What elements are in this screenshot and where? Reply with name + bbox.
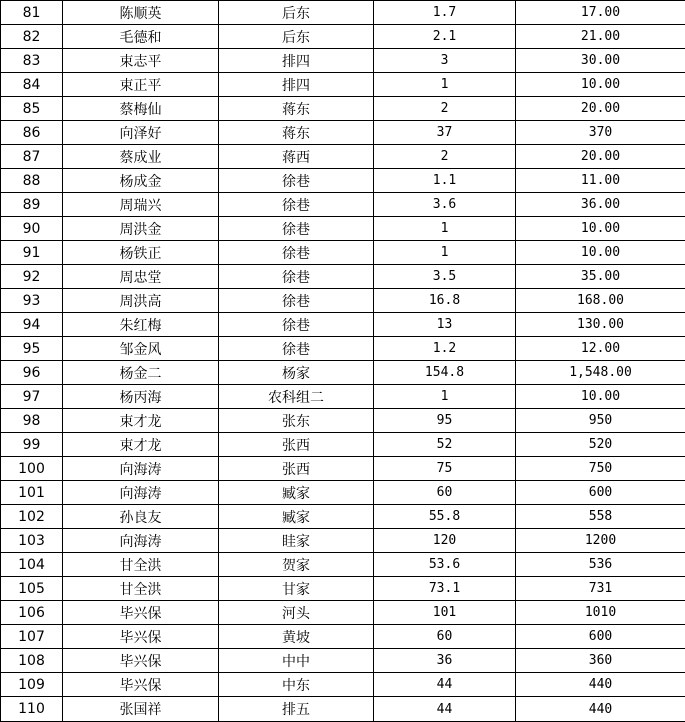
- name-cell: 周洪高: [63, 289, 219, 313]
- row-index-cell: 99: [1, 433, 63, 457]
- amount-cell: 21.00: [516, 25, 685, 49]
- amount-cell: 20.00: [516, 97, 685, 121]
- quantity-cell: 1: [374, 241, 516, 265]
- name-cell: 蔡成业: [63, 145, 219, 169]
- quantity-cell: 60: [374, 625, 516, 649]
- amount-cell: 1200: [516, 529, 685, 553]
- location-cell: 河头: [219, 601, 374, 625]
- amount-cell: 600: [516, 625, 685, 649]
- table-row: [1, 697, 685, 722]
- row-index-cell: 104: [1, 553, 63, 577]
- amount-cell: 536: [516, 553, 685, 577]
- table-row: [1, 457, 685, 481]
- amount-cell: 520: [516, 433, 685, 457]
- name-cell: 杨铁正: [63, 241, 219, 265]
- quantity-cell: 13: [374, 313, 516, 337]
- amount-cell: 440: [516, 673, 685, 697]
- name-cell: 毛德和: [63, 25, 219, 49]
- row-index-cell: 106: [1, 601, 63, 625]
- amount-cell: 750: [516, 457, 685, 481]
- location-cell: 徐巷: [219, 241, 374, 265]
- name-cell: 朱红梅: [63, 313, 219, 337]
- name-cell: 束才龙: [63, 433, 219, 457]
- quantity-cell: 44: [374, 673, 516, 697]
- name-cell: 向海涛: [63, 529, 219, 553]
- table-row: [1, 49, 685, 73]
- amount-cell: 30.00: [516, 49, 685, 73]
- quantity-cell: 52: [374, 433, 516, 457]
- row-index-cell: 102: [1, 505, 63, 529]
- amount-cell: 11.00: [516, 169, 685, 193]
- amount-cell: 558: [516, 505, 685, 529]
- row-index-cell: 83: [1, 49, 63, 73]
- name-cell: 陈顺英: [63, 1, 219, 25]
- amount-cell: 36.00: [516, 193, 685, 217]
- name-cell: 杨丙海: [63, 385, 219, 409]
- table-body: [1, 1, 685, 722]
- row-index-cell: 81: [1, 1, 63, 25]
- table-row: [1, 289, 685, 313]
- table-row: [1, 337, 685, 361]
- quantity-cell: 1.7: [374, 1, 516, 25]
- location-cell: 蒋东: [219, 121, 374, 145]
- amount-cell: 35.00: [516, 265, 685, 289]
- quantity-cell: 3.6: [374, 193, 516, 217]
- row-index-cell: 82: [1, 25, 63, 49]
- name-cell: 毕兴保: [63, 625, 219, 649]
- row-index-cell: 110: [1, 697, 63, 722]
- amount-cell: 731: [516, 577, 685, 601]
- row-index-cell: 108: [1, 649, 63, 673]
- row-index-cell: 95: [1, 337, 63, 361]
- name-cell: 甘全洪: [63, 553, 219, 577]
- location-cell: 臧家: [219, 505, 374, 529]
- name-cell: 张国祥: [63, 697, 219, 722]
- amount-cell: 370: [516, 121, 685, 145]
- quantity-cell: 2.1: [374, 25, 516, 49]
- name-cell: 邹金风: [63, 337, 219, 361]
- table-row: [1, 265, 685, 289]
- quantity-cell: 60: [374, 481, 516, 505]
- location-cell: 徐巷: [219, 337, 374, 361]
- quantity-cell: 2: [374, 97, 516, 121]
- location-cell: 张西: [219, 433, 374, 457]
- location-cell: 徐巷: [219, 193, 374, 217]
- name-cell: 蔡梅仙: [63, 97, 219, 121]
- row-index-cell: 89: [1, 193, 63, 217]
- name-cell: 周瑞兴: [63, 193, 219, 217]
- quantity-cell: 73.1: [374, 577, 516, 601]
- name-cell: 毕兴保: [63, 673, 219, 697]
- table-row: [1, 241, 685, 265]
- name-cell: 孙良友: [63, 505, 219, 529]
- table-row: [1, 625, 685, 649]
- amount-cell: 20.00: [516, 145, 685, 169]
- table-row: [1, 673, 685, 697]
- table-row: [1, 1, 685, 25]
- row-index-cell: 93: [1, 289, 63, 313]
- location-cell: 排五: [219, 697, 374, 722]
- location-cell: 徐巷: [219, 313, 374, 337]
- table-row: [1, 577, 685, 601]
- location-cell: 徐巷: [219, 289, 374, 313]
- quantity-cell: 95: [374, 409, 516, 433]
- row-index-cell: 100: [1, 457, 63, 481]
- quantity-cell: 75: [374, 457, 516, 481]
- amount-cell: 10.00: [516, 385, 685, 409]
- quantity-cell: 3.5: [374, 265, 516, 289]
- name-cell: 毕兴保: [63, 649, 219, 673]
- table-row: [1, 313, 685, 337]
- amount-cell: 1010: [516, 601, 685, 625]
- location-cell: 徐巷: [219, 169, 374, 193]
- location-cell: 农科组二: [219, 385, 374, 409]
- quantity-cell: 36: [374, 649, 516, 673]
- row-index-cell: 88: [1, 169, 63, 193]
- amount-cell: 10.00: [516, 217, 685, 241]
- table-row: [1, 649, 685, 673]
- name-cell: 周洪金: [63, 217, 219, 241]
- name-cell: 束志平: [63, 49, 219, 73]
- quantity-cell: 1: [374, 73, 516, 97]
- location-cell: 排四: [219, 49, 374, 73]
- amount-cell: 10.00: [516, 73, 685, 97]
- table-row: [1, 73, 685, 97]
- quantity-cell: 1.1: [374, 169, 516, 193]
- table-row: [1, 361, 685, 385]
- quantity-cell: 2: [374, 145, 516, 169]
- row-index-cell: 92: [1, 265, 63, 289]
- quantity-cell: 55.8: [374, 505, 516, 529]
- row-index-cell: 98: [1, 409, 63, 433]
- quantity-cell: 16.8: [374, 289, 516, 313]
- name-cell: 周忠堂: [63, 265, 219, 289]
- row-index-cell: 97: [1, 385, 63, 409]
- quantity-cell: 44: [374, 697, 516, 722]
- row-index-cell: 101: [1, 481, 63, 505]
- table-row: [1, 409, 685, 433]
- amount-cell: 600: [516, 481, 685, 505]
- location-cell: 中中: [219, 649, 374, 673]
- row-index-cell: 87: [1, 145, 63, 169]
- amount-cell: 168.00: [516, 289, 685, 313]
- table-row: [1, 121, 685, 145]
- table-row: [1, 193, 685, 217]
- location-cell: 杨家: [219, 361, 374, 385]
- location-cell: 张西: [219, 457, 374, 481]
- table-row: [1, 145, 685, 169]
- row-index-cell: 105: [1, 577, 63, 601]
- quantity-cell: 37: [374, 121, 516, 145]
- quantity-cell: 1: [374, 385, 516, 409]
- amount-cell: 17.00: [516, 1, 685, 25]
- location-cell: 张东: [219, 409, 374, 433]
- row-index-cell: 91: [1, 241, 63, 265]
- name-cell: 束才龙: [63, 409, 219, 433]
- table-row: [1, 529, 685, 553]
- location-cell: 中东: [219, 673, 374, 697]
- table-row: [1, 385, 685, 409]
- location-cell: 后东: [219, 1, 374, 25]
- quantity-cell: 1.2: [374, 337, 516, 361]
- table-row: [1, 25, 685, 49]
- quantity-cell: 3: [374, 49, 516, 73]
- table-row: [1, 433, 685, 457]
- location-cell: 蒋西: [219, 145, 374, 169]
- row-index-cell: 96: [1, 361, 63, 385]
- row-index-cell: 109: [1, 673, 63, 697]
- table-row: [1, 217, 685, 241]
- amount-cell: 10.00: [516, 241, 685, 265]
- row-index-cell: 84: [1, 73, 63, 97]
- table-row: [1, 601, 685, 625]
- row-index-cell: 85: [1, 97, 63, 121]
- location-cell: 眭家: [219, 529, 374, 553]
- location-cell: 臧家: [219, 481, 374, 505]
- quantity-cell: 154.8: [374, 361, 516, 385]
- name-cell: 向海涛: [63, 457, 219, 481]
- name-cell: 毕兴保: [63, 601, 219, 625]
- row-index-cell: 86: [1, 121, 63, 145]
- location-cell: 甘家: [219, 577, 374, 601]
- amount-cell: 360: [516, 649, 685, 673]
- row-index-cell: 90: [1, 217, 63, 241]
- name-cell: 向海涛: [63, 481, 219, 505]
- quantity-cell: 120: [374, 529, 516, 553]
- name-cell: 束正平: [63, 73, 219, 97]
- table-row: [1, 97, 685, 121]
- location-cell: 贺家: [219, 553, 374, 577]
- location-cell: 黄坡: [219, 625, 374, 649]
- name-cell: 向泽好: [63, 121, 219, 145]
- quantity-cell: 1: [374, 217, 516, 241]
- quantity-cell: 53.6: [374, 553, 516, 577]
- row-index-cell: 103: [1, 529, 63, 553]
- name-cell: 杨成金: [63, 169, 219, 193]
- location-cell: 排四: [219, 73, 374, 97]
- table-row: [1, 505, 685, 529]
- amount-cell: 440: [516, 697, 685, 722]
- amount-cell: 950: [516, 409, 685, 433]
- location-cell: 徐巷: [219, 265, 374, 289]
- name-cell: 甘全洪: [63, 577, 219, 601]
- table-row: [1, 169, 685, 193]
- row-index-cell: 107: [1, 625, 63, 649]
- table-row: [1, 553, 685, 577]
- location-cell: 后东: [219, 25, 374, 49]
- name-cell: 杨金二: [63, 361, 219, 385]
- row-index-cell: 94: [1, 313, 63, 337]
- amount-cell: 130.00: [516, 313, 685, 337]
- location-cell: 蒋东: [219, 97, 374, 121]
- location-cell: 徐巷: [219, 217, 374, 241]
- quantity-cell: 101: [374, 601, 516, 625]
- amount-cell: 12.00: [516, 337, 685, 361]
- table-row: [1, 481, 685, 505]
- amount-cell: 1,548.00: [516, 361, 685, 385]
